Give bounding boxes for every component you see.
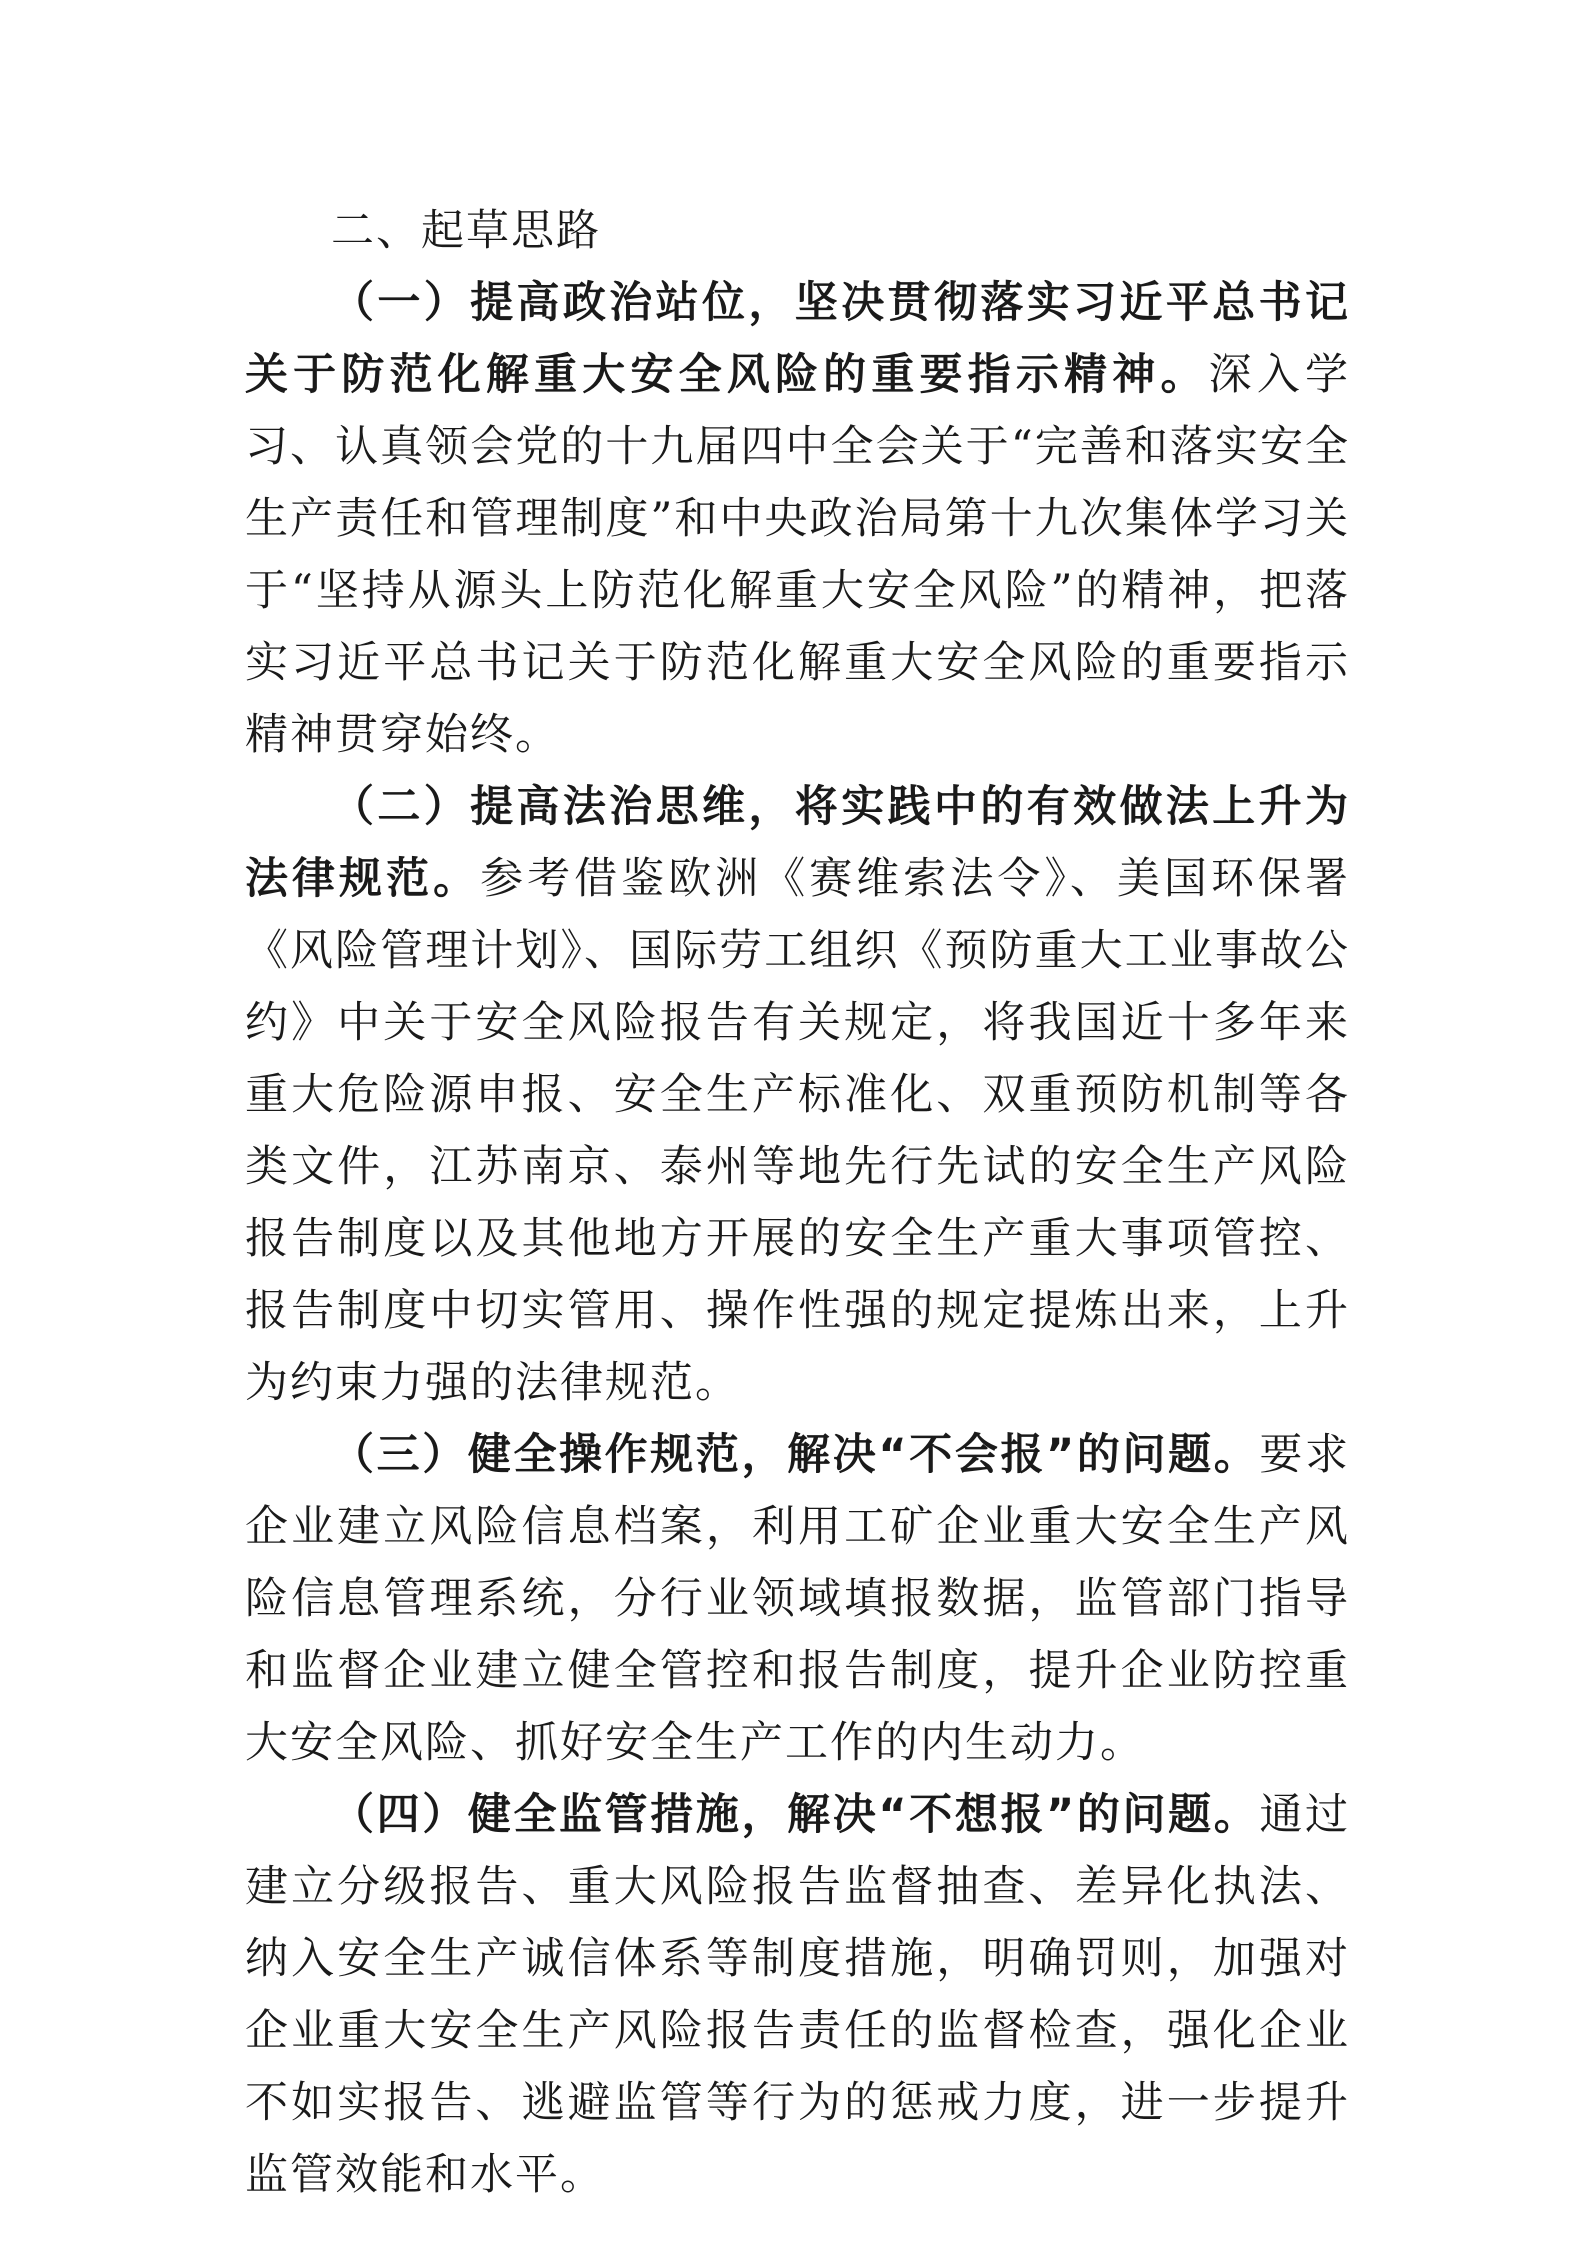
paragraph-1: [245, 267, 1350, 771]
section-heading: 二、起草思路: [331, 206, 601, 256]
paragraph-2-body: 参考借鉴欧洲《赛维索法令》、美国环保署《风险管理计划》、国际劳工组织《预防重大工业事故公约》中关于安全风险报告有关规定，将我国近十多年来重大危险源申报、安全生产标准化、双重预防机制等各类文件，江苏南京、泰州等地先行先试的安全生产风险报告制度以及其他地方开展的安全生产重大事项管控、报告制度中切实管用、操作性强的规定提炼出来，上升为约束力强的法律规范。: [245, 854, 1351, 1408]
paragraph-4: [245, 1779, 1350, 2211]
paragraph-2: [245, 771, 1350, 1419]
document-page: [245, 195, 1350, 2211]
paragraph-4-lead: （四）健全监管措施，解决“不想报”的问题。: [331, 1790, 1260, 1840]
paragraph-3-body: 要求企业建立风险信息档案，利用工矿企业重大安全生产风险信息管理系统，分行业领域填报数据，监管部门指导和监督企业建立健全管控和报告制度，提升企业防控重大安全风险、抓好安全生产工作的内生动力。: [245, 1430, 1351, 1768]
paragraph-1-body: 深入学习、认真领会党的十九届四中全会关于“完善和落实安全生产责任和管理制度”和中央政治局第十九次集体学习关于“坚持从源头上防范化解重大安全风险”的精神，把落实习近平总书记关于防范化解重大安全风险的重要指示精神贯穿始终。: [245, 350, 1351, 760]
paragraph-1-lead: （一）提高政治站位，坚决贯彻落实习近平总书记关于防范化解重大安全风险的重要指示精神。: [245, 278, 1350, 400]
paragraph-3: [245, 1419, 1350, 1779]
paragraph-2-lead: （二）提高法治思维，将实践中的有效做法上升为法律规范。: [245, 782, 1350, 904]
paragraph-3-lead: （三）健全操作规范，解决“不会报”的问题。: [331, 1430, 1260, 1480]
paragraph-4-body: 通过建立分级报告、重大风险报告监督抽查、差异化执法、纳入安全生产诚信体系等制度措施，明确罚则，加强对企业重大安全生产风险报告责任的监督检查，强化企业不如实报告、逃避监管等行为的惩戒力度，进一步提升监管效能和水平。: [245, 1790, 1351, 2200]
